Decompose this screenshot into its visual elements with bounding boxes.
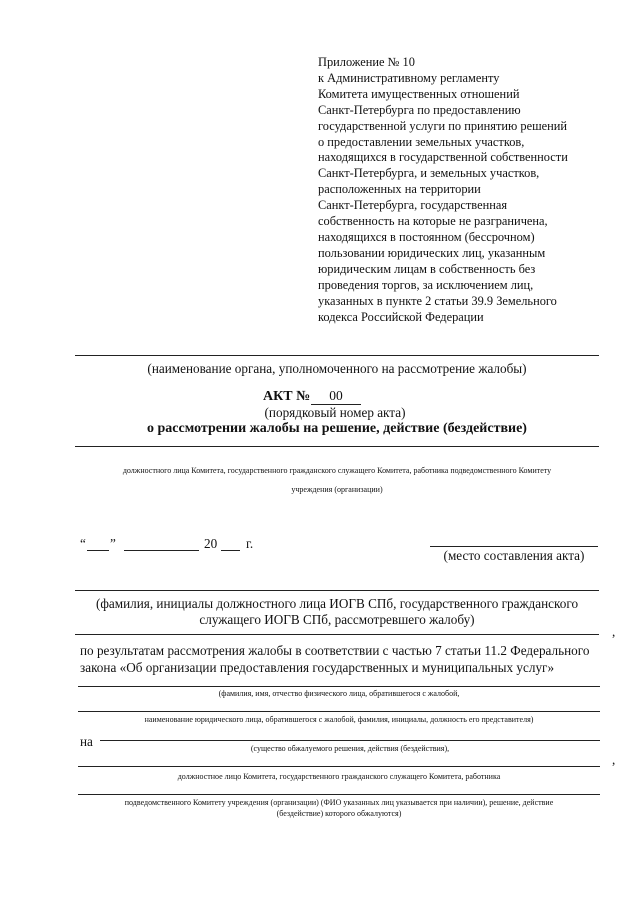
appendix-line: проведения торгов, за исключением лиц, — [318, 277, 534, 292]
official-caption: учреждения (организации) — [291, 485, 383, 494]
final-line — [78, 794, 600, 795]
appendix-line: Санкт-Петербурга, и земельных участков, — [318, 166, 540, 181]
result-text: по результатам рассмотрения жалобы в соответствии с частью 7 статьи 11.2 Федерального — [80, 643, 590, 658]
on-label: на — [80, 734, 93, 749]
date-year-line — [221, 550, 240, 551]
legal-entity-caption: наименование юридического лица, обратившегося с жалобой, фамилия, инициалы, должность его представителя) — [144, 715, 534, 724]
margin-comma: , — [612, 624, 616, 639]
final-caption: (бездействие) которого обжалуются) — [276, 809, 402, 818]
official-caption: должностного лица Комитета, государственного гражданского служащего Комитета, работника подведомственного Комитету — [122, 466, 552, 475]
date-year-suffix: г. — [246, 536, 254, 551]
reviewer-caption: служащего ИОГВ СПб, рассмотревшего жалобу) — [199, 612, 475, 627]
appendix-line: находящихся в государственной собственности — [318, 150, 568, 165]
appendix-line: кодекса Российской Федерации — [318, 309, 484, 324]
act-number-caption: (порядковый номер акта) — [264, 405, 406, 420]
date-close-quote: ” — [110, 536, 116, 551]
appendix-line: Приложение № 10 — [318, 55, 415, 69]
reviewer-line — [75, 590, 599, 591]
official-line — [75, 446, 599, 447]
date-year-prefix: 20 — [204, 536, 218, 551]
organ-caption: (наименование органа, уполномоченного на рассмотрение жалобы) — [147, 361, 527, 376]
appendix-line: о предоставлении земельных участков, — [318, 134, 525, 149]
final-caption: подведомственного Комитету учреждения (организации) (ФИО указанных лиц указывается при наличии), решение, действие — [124, 798, 554, 807]
appendix-line: Санкт-Петербурга, государственная — [318, 198, 508, 213]
appendix-line: государственной услуги по принятию решений — [318, 118, 568, 133]
place-caption: (место составления акта) — [443, 548, 585, 563]
complainant-caption: (фамилия, имя, отчество физического лица, обратившегося с жалобой, — [218, 689, 460, 698]
appendix-line: Комитета имущественных отношений — [318, 86, 520, 101]
place-line — [430, 546, 598, 547]
official2-caption: должностное лицо Комитета, государственного гражданского служащего Комитета, работника — [177, 772, 501, 781]
date-month-line — [124, 550, 199, 551]
appendix-line: Санкт-Петербурга по предоставлению — [318, 102, 521, 117]
organ-name-line — [75, 355, 599, 356]
date-open-quote: “ — [80, 536, 86, 551]
appendix-header — [318, 55, 618, 325]
appendix-line: расположенных на территории — [318, 182, 481, 197]
decision-line — [100, 740, 600, 741]
official2-line — [78, 766, 600, 767]
result-text: закона «Об организации предоставления государственных и муниципальных услуг» — [80, 660, 555, 675]
appendix-line: к Административному регламенту — [318, 70, 500, 85]
act-label: АКТ № — [263, 389, 311, 404]
legal-entity-line — [78, 711, 600, 712]
appendix-line: собственность на которые не разграничена, — [318, 214, 548, 229]
complainant-line — [78, 686, 600, 687]
appendix-line: указанных в пункте 2 статьи 39.9 Земельного — [318, 293, 557, 308]
reviewer-caption: (фамилия, инициалы должностного лица ИОГВ СПб, государственного гражданского — [95, 596, 579, 611]
appendix-line: находящихся в постоянном (бессрочном) — [318, 229, 535, 244]
appendix-line: пользовании юридических лиц, указанным — [318, 245, 546, 260]
decision-caption: (существо обжалуемого решения, действия (бездействия), — [250, 744, 450, 753]
date-day-line — [87, 550, 109, 551]
reviewer-line-2 — [75, 634, 599, 635]
act-number: 00 — [329, 388, 343, 403]
margin-comma: , — [612, 752, 616, 767]
appendix-line: юридическим лицам в собственность без — [318, 261, 536, 276]
act-subject: о рассмотрении жалобы на решение, действие (бездействие) — [147, 421, 527, 436]
